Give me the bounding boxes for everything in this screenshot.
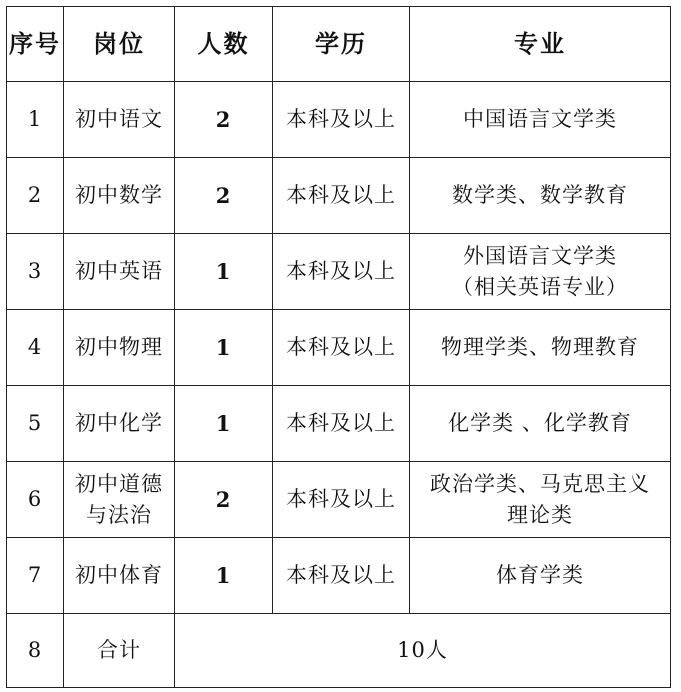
cell-education: 本科及以上 (273, 158, 410, 234)
cell-position-text: 初中英语 (75, 259, 163, 283)
cell-major (410, 234, 671, 310)
header-major: 专业 (410, 7, 671, 82)
cell-major (410, 158, 671, 234)
cell-count: 1 (175, 234, 273, 310)
cell-index: 7 (7, 538, 64, 614)
cell-major-text: 外国语言文学类（相关英语专业） (452, 243, 628, 299)
cell-position (64, 538, 175, 614)
cell-major-text: 体育学类 (496, 563, 584, 587)
cell-position-text: 初中化学 (75, 411, 163, 435)
cell-position-text: 初中体育 (75, 563, 163, 587)
header-position: 岗位 (64, 7, 175, 82)
cell-index: 5 (7, 386, 64, 462)
cell-index: 4 (7, 310, 64, 386)
cell-education: 本科及以上 (273, 462, 410, 538)
cell-major-text: 数学类、数学教育 (452, 183, 628, 207)
cell-major-text: 中国语言文学类 (463, 107, 617, 131)
cell-position-text: 初中数学 (75, 183, 163, 207)
cell-index: 2 (7, 158, 64, 234)
cell-position (64, 462, 175, 538)
header-count: 人数 (175, 7, 273, 82)
cell-count: 1 (175, 538, 273, 614)
cell-position (64, 310, 175, 386)
table-row (7, 310, 671, 386)
cell-position (64, 234, 175, 310)
cell-education: 本科及以上 (273, 82, 410, 158)
table-row (7, 462, 671, 538)
cell-count: 1 (175, 310, 273, 386)
cell-position (64, 386, 175, 462)
cell-major (410, 538, 671, 614)
table-header-row (7, 7, 671, 82)
cell-education: 本科及以上 (273, 538, 410, 614)
cell-count: 2 (175, 462, 273, 538)
cell-education: 本科及以上 (273, 234, 410, 310)
table-row (7, 386, 671, 462)
cell-major-text: 政治学类、马克思主义理论类 (430, 471, 650, 527)
cell-major (410, 310, 671, 386)
table-row (7, 158, 671, 234)
cell-major (410, 82, 671, 158)
recruitment-table (6, 6, 671, 688)
table-total-row (7, 614, 671, 688)
table-row (7, 234, 671, 310)
cell-position-text: 初中物理 (75, 335, 163, 359)
table-row (7, 82, 671, 158)
cell-index: 1 (7, 82, 64, 158)
header-education: 学历 (273, 7, 410, 82)
cell-position-text: 初中道德与法治 (75, 471, 163, 527)
total-index: 8 (7, 614, 64, 688)
cell-education: 本科及以上 (273, 386, 410, 462)
total-value: 10人 (175, 614, 671, 688)
cell-index: 6 (7, 462, 64, 538)
cell-count: 2 (175, 158, 273, 234)
cell-major-text: 化学类 、化学教育 (448, 411, 632, 435)
table-row (7, 538, 671, 614)
cell-education: 本科及以上 (273, 310, 410, 386)
cell-count: 1 (175, 386, 273, 462)
total-label: 合计 (64, 614, 175, 688)
header-index: 序号 (7, 7, 64, 82)
cell-major (410, 386, 671, 462)
cell-position (64, 158, 175, 234)
cell-position-text: 初中语文 (75, 107, 163, 131)
cell-major (410, 462, 671, 538)
cell-count: 2 (175, 82, 273, 158)
cell-position (64, 82, 175, 158)
cell-major-text: 物理学类、物理教育 (441, 335, 639, 359)
cell-index: 3 (7, 234, 64, 310)
